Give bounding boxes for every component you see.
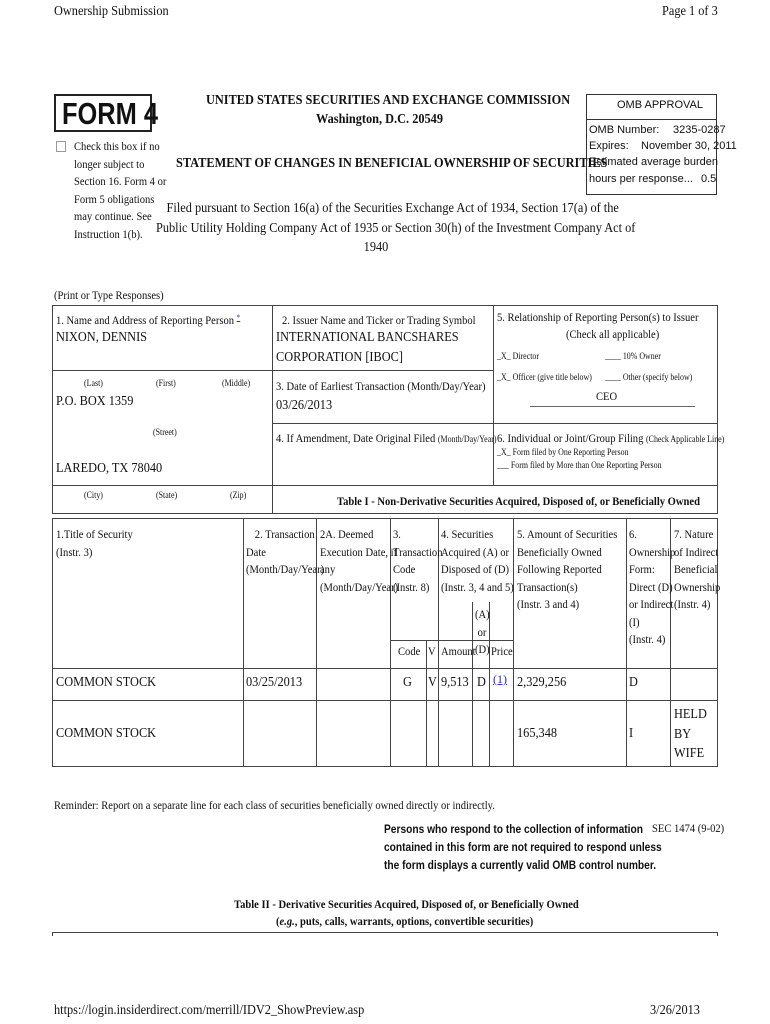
header-line: (I) xyxy=(629,614,640,629)
table1-title: Table I - Non-Derivative Securities Acquired, Disposed of, or Beneficially Owned xyxy=(337,494,700,508)
table-row-v: V xyxy=(428,675,437,690)
checkbox-text-line: longer subject to xyxy=(74,156,145,171)
statement-title: STATEMENT OF CHANGES IN BENEFICIAL OWNERSHIP OF SECURITIES xyxy=(176,156,608,171)
grid-line xyxy=(52,668,718,669)
header-line: Direct (D) xyxy=(629,579,673,594)
header-a-or-d xyxy=(475,606,490,659)
reporting-person-label-text: 1. Name and Address of Reporting Person xyxy=(56,313,235,327)
header-line: (Instr. 3) xyxy=(56,544,93,559)
grid-line xyxy=(272,305,273,513)
header-price: Price xyxy=(491,644,513,658)
grid-line xyxy=(52,485,717,486)
header-line: 2. Transaction xyxy=(254,527,315,541)
table-row-owned: 2,329,256 xyxy=(517,675,567,690)
grid-line xyxy=(52,370,493,371)
persons-notice xyxy=(384,820,662,874)
grid-line xyxy=(493,305,494,485)
omb-expires-value: November 30, 2011 xyxy=(641,140,737,152)
header-line: (Instr. 3, 4 and 5) xyxy=(441,579,514,594)
header-amount-owned xyxy=(517,526,617,614)
header-line: Code xyxy=(393,562,416,576)
header-line: Form: xyxy=(629,562,655,576)
table-row-form: I xyxy=(629,726,634,741)
reporting-person-name: NIXON, DENNIS xyxy=(56,330,148,345)
table-row-title: COMMON STOCK xyxy=(56,675,157,690)
officer-title: CEO xyxy=(596,389,618,403)
filed-line: Filed pursuant to Section 16(a) of the Securities Exchange Act of 1934, Section 17(a) of the xyxy=(166,201,619,216)
notice-line: contained in this form are not required to respond unless xyxy=(384,840,662,854)
form-label: FORM 4 xyxy=(62,96,159,131)
header-nature-of-ownership xyxy=(674,526,720,614)
nature-line: BY xyxy=(674,726,692,742)
table-row-title: COMMON STOCK xyxy=(56,726,157,741)
header-line: Date xyxy=(246,544,266,559)
grid-line xyxy=(390,640,513,641)
header-securities-acquired xyxy=(441,526,514,596)
header-line: 6. xyxy=(629,527,637,541)
header-v: V xyxy=(428,644,436,658)
street-label: (Street) xyxy=(153,427,177,437)
header-line: any xyxy=(320,562,336,576)
issuer-name-line2: CORPORATION [IBOC] xyxy=(276,350,403,365)
table2-subtitle: (e.g., puts, calls, warrants, options, convertible securities) xyxy=(276,914,534,928)
header-transaction-date xyxy=(246,526,324,579)
grid-line xyxy=(52,305,53,513)
header-line: or Indirect xyxy=(629,597,674,611)
grid-line xyxy=(52,932,53,936)
omb-expires-label: Expires: xyxy=(589,140,629,152)
header-line: 3. xyxy=(393,527,401,541)
header-line: Beneficially Owned xyxy=(517,544,602,559)
header-line: (A) xyxy=(475,607,490,621)
omb-title: OMB APPROVAL xyxy=(617,99,703,111)
grid-line xyxy=(717,932,718,936)
filed-pursuant-text xyxy=(156,199,636,258)
table-row-date: 03/25/2013 xyxy=(246,675,303,690)
first-label: (First) xyxy=(156,378,176,388)
city-label: (City) xyxy=(84,490,103,500)
table-row-code: G xyxy=(403,675,412,690)
omb-number-label: OMB Number: xyxy=(589,124,660,136)
header-line: (Month/Day/Year) xyxy=(320,579,399,594)
grid-line xyxy=(52,766,718,767)
table-row-nature xyxy=(674,705,707,764)
agency-address: Washington, D.C. 20549 xyxy=(316,112,443,127)
notice-line: the form displays a currently valid OMB control number. xyxy=(384,858,657,872)
filing-label-note: (Check Applicable Line) xyxy=(646,434,725,444)
grid-line xyxy=(243,518,244,766)
header-title-of-security xyxy=(56,526,133,561)
grid-line xyxy=(626,518,627,766)
checkbox-text-line: Form 5 obligations xyxy=(74,191,155,206)
grid-line xyxy=(52,513,718,514)
relationship-label: 5. Relationship of Reporting Person(s) to Issuer xyxy=(497,310,699,324)
ten-percent-owner-option[interactable]: ____ 10% Owner xyxy=(605,351,661,361)
page-header-title: Ownership Submission xyxy=(54,4,169,19)
earliest-transaction-label: 3. Date of Earliest Transaction (Month/Day/Year) xyxy=(276,379,486,393)
omb-title-cell xyxy=(587,95,716,120)
table2-subtitle-rest: , puts, calls, warrants, options, convertible securities) xyxy=(294,914,534,928)
checkbox-text-line: Instruction 1(b). xyxy=(74,226,143,241)
grid-line xyxy=(717,305,718,513)
omb-burden-label: Estimated average burden xyxy=(589,156,719,168)
grid-line xyxy=(272,423,717,424)
officer-title-underline xyxy=(530,406,695,407)
last-label: (Last) xyxy=(84,378,103,388)
header-line: 1.Title of Security xyxy=(56,527,133,541)
table-row-owned: 165,348 xyxy=(517,726,558,741)
amendment-date-format: (Month/Day/Year) xyxy=(437,434,497,444)
header-amount: Amount xyxy=(441,644,476,658)
header-code: Code xyxy=(398,644,421,658)
reporting-person-street: P.O. BOX 1359 xyxy=(56,394,134,409)
amendment-label-text: 4. If Amendment, Date Original Filed xyxy=(276,431,436,445)
header-line: 7. Nature xyxy=(674,527,714,541)
header-line: Transaction xyxy=(393,544,443,559)
checkbox-instructions xyxy=(74,138,166,244)
amendment-label xyxy=(276,431,496,446)
header-line: (Instr. 8) xyxy=(393,579,430,594)
issuer-label: 2. Issuer Name and Ticker or Trading Symbol xyxy=(282,313,476,327)
table-row-price-footnote-link[interactable]: (1) xyxy=(493,672,507,686)
officer-option[interactable]: _X_ Officer (give title below) xyxy=(497,372,592,382)
filing-one-person-option[interactable]: _X_ Form filed by One Reporting Person xyxy=(497,447,629,457)
earliest-transaction-date: 03/26/2013 xyxy=(276,398,333,413)
filing-multiple-persons-option[interactable]: ___ Form filed by More than One Reporting Person xyxy=(497,460,662,470)
header-line: (D) xyxy=(475,642,490,656)
zip-label: (Zip) xyxy=(230,490,247,500)
director-option[interactable]: _X_ Director xyxy=(497,351,540,361)
omb-hours-label: hours per response... xyxy=(589,173,693,185)
footer-date: 3/26/2013 xyxy=(650,1003,700,1018)
grid-line xyxy=(426,640,427,766)
filing-label-text: 6. Individual or Joint/Group Filing xyxy=(497,431,644,445)
grid-line xyxy=(52,518,718,519)
nature-line: HELD xyxy=(674,707,707,722)
header-line: 5. Amount of Securities xyxy=(517,527,618,541)
header-line: Following Reported xyxy=(517,562,602,576)
table2-subtitle-italic: e.g. xyxy=(279,914,295,928)
footer-url: https://login.insiderdirect.com/merrill/IDV2_ShowPreview.asp xyxy=(54,1003,365,1018)
table2-title: Table II - Derivative Securities Acquired, Disposed of, or Beneficially Owned xyxy=(234,897,579,911)
header-line: Execution Date, if xyxy=(320,544,398,559)
grid-line xyxy=(52,305,718,306)
middle-label: (Middle) xyxy=(222,378,251,388)
omb-approval-box xyxy=(586,94,737,195)
checkbox-text-line: may continue. See xyxy=(74,209,152,224)
issuer-name-line1: INTERNATIONAL BANCSHARES xyxy=(276,330,459,345)
filed-line: 1940 xyxy=(363,240,389,255)
table-row-amount: 9,513 xyxy=(441,675,469,690)
header-line: of Indirect xyxy=(674,544,719,559)
table-row-form: D xyxy=(629,675,638,690)
sec-form-code: SEC 1474 (9-02) xyxy=(652,821,725,835)
nature-line: WIFE xyxy=(674,746,705,761)
header-line: (Month/Day/Year) xyxy=(246,562,325,576)
grid-line xyxy=(472,602,473,766)
header-line: (Instr. 3 and 4) xyxy=(517,597,580,611)
omb-hours-value: 0.5 xyxy=(701,173,717,185)
header-line: or xyxy=(477,624,487,639)
header-line: Ownership xyxy=(629,544,676,559)
notice-line: Persons who respond to the collection of information xyxy=(384,822,643,836)
relationship-sub: (Check all applicable) xyxy=(566,327,660,341)
header-deemed-execution-date xyxy=(320,526,398,596)
reminder-text: Reminder: Report on a separate line for each class of securities beneficially owned directly or indirectly. xyxy=(54,798,495,812)
print-note: (Print or Type Responses) xyxy=(54,288,164,302)
reporting-person-city: LAREDO, TX 78040 xyxy=(56,461,163,476)
header-line: Acquired (A) or xyxy=(441,544,510,559)
table-row-a-or-d: D xyxy=(477,675,486,690)
grid-line xyxy=(52,700,718,701)
header-line: Beneficial xyxy=(674,562,718,576)
grid-line xyxy=(52,932,718,933)
filing-label xyxy=(497,431,724,446)
grid-line xyxy=(52,518,53,766)
page-number: Page 1 of 3 xyxy=(662,4,718,19)
header-transaction-code xyxy=(393,526,442,596)
header-line: Ownership xyxy=(674,579,721,594)
header-line: Disposed of (D) xyxy=(441,562,510,576)
checkbox-text-line: Check this box if no xyxy=(74,139,160,153)
header-line: (Instr. 4) xyxy=(674,597,711,611)
other-option[interactable]: ____ Other (specify below) xyxy=(605,372,693,382)
reporting-person-footnote-link[interactable]: * xyxy=(236,313,241,322)
no-longer-subject-checkbox[interactable] xyxy=(56,141,66,152)
form-label-box xyxy=(54,94,159,132)
filed-line: Public Utility Holding Company Act of 1935 or Section 30(h) of the Investment Company Act of xyxy=(156,220,636,236)
state-label: (State) xyxy=(156,490,178,500)
header-line: Transaction(s) xyxy=(517,579,578,594)
header-ownership-form xyxy=(629,526,675,649)
header-line: (Instr. 4) xyxy=(629,632,666,646)
header-line: 2A. Deemed xyxy=(320,527,374,541)
reporting-person-label xyxy=(56,313,240,328)
agency-name: UNITED STATES SECURITIES AND EXCHANGE COMMISSION xyxy=(206,93,571,108)
header-line: 4. Securities xyxy=(441,527,494,541)
omb-number-value: 3235-0287 xyxy=(673,124,726,136)
checkbox-text-line: Section 16. Form 4 or xyxy=(74,174,167,189)
